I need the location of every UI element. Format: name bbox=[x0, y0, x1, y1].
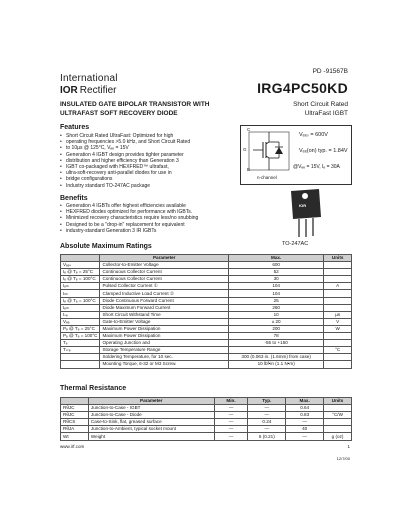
table-cell bbox=[324, 361, 352, 368]
table-cell: RθJC bbox=[61, 405, 89, 412]
table-row bbox=[61, 297, 352, 304]
table-cell: — bbox=[214, 405, 248, 412]
table-cell: 600 bbox=[228, 262, 323, 269]
table-cell: Vₑₑₛ bbox=[61, 262, 100, 269]
table-cell bbox=[324, 262, 352, 269]
package-image bbox=[285, 187, 325, 239]
table-cell: Wt bbox=[61, 433, 89, 440]
table-cell bbox=[324, 304, 352, 311]
table-row bbox=[61, 405, 352, 412]
list-item: • ultra-soft-recovery anti-parallel diodes for use in bbox=[60, 170, 240, 176]
list-item: • Minimized recovery characteristics require less/no snubbing bbox=[60, 215, 240, 221]
footer-date: 12/7/00 bbox=[336, 456, 350, 461]
list-item: • bridge configurations bbox=[60, 176, 240, 182]
table-cell: 30 bbox=[228, 276, 323, 283]
table-cell: Iₑₘ bbox=[61, 283, 100, 290]
table-cell: Tₛₜₑ bbox=[61, 347, 100, 354]
table-cell: 78 bbox=[228, 333, 323, 340]
table-cell: W bbox=[324, 325, 352, 332]
table-cell bbox=[324, 405, 352, 412]
table-cell: -55 to +150 bbox=[228, 340, 323, 347]
table-header-cell: Typ. bbox=[248, 398, 286, 405]
table-header-cell bbox=[61, 398, 89, 405]
table-cell: Maximum Power Dissipation bbox=[100, 333, 228, 340]
footer-url: www.irf.com bbox=[60, 444, 85, 449]
table-row bbox=[61, 333, 352, 340]
table-header-cell: Units bbox=[324, 398, 352, 405]
benefits-title: Benefits bbox=[60, 195, 88, 202]
table-cell: Junction-to-Ambient, typical socket mount bbox=[88, 426, 214, 433]
table-cell bbox=[324, 340, 352, 347]
emitter-label: E bbox=[247, 167, 251, 172]
logo-rectifier-text: Rectifier bbox=[79, 85, 117, 96]
thermal-title: Thermal Resistance bbox=[60, 385, 127, 392]
table-cell bbox=[61, 361, 100, 368]
table-cell: 0.24 bbox=[248, 419, 286, 426]
table-cell: — bbox=[214, 426, 248, 433]
table-row bbox=[61, 412, 352, 419]
table-cell: A bbox=[324, 283, 352, 290]
table-row bbox=[61, 290, 352, 297]
table-cell: Pₑ @ Tₑ = 100°C bbox=[61, 333, 100, 340]
table-cell: °C/W bbox=[324, 412, 352, 419]
table-cell bbox=[324, 269, 352, 276]
table-cell: Diode Continuous Forward Current bbox=[100, 297, 228, 304]
table-cell bbox=[324, 419, 352, 426]
table-cell: Clamped Inductive Load Current ② bbox=[100, 290, 228, 297]
list-item: • Generation 4 IGBTs offer highest efficiencies available bbox=[60, 203, 240, 209]
table-row bbox=[61, 311, 352, 318]
abs-max-title: Absolute Maximum Ratings bbox=[60, 243, 152, 250]
table-cell: Collector-to-Emitter Voltage bbox=[100, 262, 228, 269]
table-cell: Tₑ bbox=[61, 340, 100, 347]
table-row bbox=[61, 354, 352, 361]
table-cell: 25 bbox=[228, 297, 323, 304]
table-cell bbox=[61, 354, 100, 361]
table-row bbox=[61, 304, 352, 311]
table-cell: — bbox=[248, 426, 286, 433]
table-cell: Mounting Torque, 6-32 or M3 Screw. bbox=[100, 361, 228, 368]
table-cell: — bbox=[248, 405, 286, 412]
table-row bbox=[61, 283, 352, 290]
table-row bbox=[61, 347, 352, 354]
logo-line-rectifier bbox=[60, 85, 116, 96]
footer-page-number: 1 bbox=[347, 444, 350, 449]
collector-label: C bbox=[247, 127, 251, 132]
list-item: • distribution and higher efficiency than Generation 3 bbox=[60, 158, 240, 164]
table-row bbox=[61, 262, 352, 269]
table-row bbox=[61, 340, 352, 347]
table-cell: V bbox=[324, 318, 352, 325]
table-row bbox=[61, 361, 352, 368]
table-cell: — bbox=[286, 419, 324, 426]
table-cell bbox=[324, 290, 352, 297]
table-cell: Maximum Power Dissipation bbox=[100, 325, 228, 332]
table-cell: Storage Temperature Range bbox=[100, 347, 228, 354]
table-cell: — bbox=[248, 412, 286, 419]
table-cell: g (oz) bbox=[324, 433, 352, 440]
table-cell: Operating Junction and bbox=[100, 340, 228, 347]
package-label: TO-247AC bbox=[282, 241, 309, 247]
table-header-cell: Parameter bbox=[100, 255, 228, 262]
table-cell bbox=[324, 426, 352, 433]
table-cell: Soldering Temperature, for 10 sec. bbox=[100, 354, 228, 361]
table-header-cell: Min. bbox=[214, 398, 248, 405]
table-cell: tₛₑ bbox=[61, 311, 100, 318]
table-cell: — bbox=[214, 412, 248, 419]
vces-spec: Vₑₑₛ = 600V bbox=[299, 132, 328, 138]
table-header-cell: Max. bbox=[286, 398, 324, 405]
rating-line-1: Short Circuit Rated bbox=[293, 101, 348, 108]
table-cell bbox=[324, 276, 352, 283]
table-cell: Junction-to-Case - Diode bbox=[88, 412, 214, 419]
symbol-spec-box bbox=[240, 125, 352, 185]
table-cell: Continuous Collector Current bbox=[100, 276, 228, 283]
features-list bbox=[60, 133, 240, 189]
table-row bbox=[61, 433, 352, 440]
table-cell: Continuous Collector Current bbox=[100, 269, 228, 276]
test-condition-spec: @Vₑₑ = 15V, Iₑ = 30A bbox=[293, 164, 340, 170]
table-cell: Gate-to-Emitter Voltage bbox=[100, 318, 228, 325]
table-cell: ± 20 bbox=[228, 318, 323, 325]
features-title: Features bbox=[60, 124, 90, 131]
subtitle-line-1: INSULATED GATE BIPOLAR TRANSISTOR WITH bbox=[60, 101, 210, 108]
table-cell: RθJC bbox=[61, 412, 89, 419]
benefits-list bbox=[60, 203, 240, 234]
table-cell: Vₑₑ bbox=[61, 318, 100, 325]
list-item: • HEXFRED diodes optimized for performance with IGBTs. bbox=[60, 209, 240, 215]
table-cell: — bbox=[286, 433, 324, 440]
table-cell bbox=[324, 354, 352, 361]
table-cell: Iₗₘ bbox=[61, 290, 100, 297]
list-item: • Industry standard TO-247AC package bbox=[60, 183, 240, 189]
table-row bbox=[61, 276, 352, 283]
table-cell: 10 lbf•in (1.1 N•m) bbox=[228, 361, 323, 368]
table-header-cell bbox=[61, 255, 100, 262]
part-number: IRG4PC50KD bbox=[257, 80, 348, 96]
table-row bbox=[61, 325, 352, 332]
table-cell: Diode Maximum Forward Current bbox=[100, 304, 228, 311]
abs-max-table bbox=[60, 254, 352, 369]
gate-label: G bbox=[243, 147, 247, 152]
table-cell: RθJA bbox=[61, 426, 89, 433]
table-cell: Case-to-Sink, flat, greased surface bbox=[88, 419, 214, 426]
vce-on-spec: Vₑₑ(on) typ. = 1.84V bbox=[299, 148, 348, 154]
table-cell: 52 bbox=[228, 269, 323, 276]
table-cell: Pₑ @ Tₑ = 25°C bbox=[61, 325, 100, 332]
table-header-cell: Parameter bbox=[88, 398, 214, 405]
table-cell: °C bbox=[324, 347, 352, 354]
logo-line-international: International bbox=[60, 73, 118, 84]
table-cell: RθCS bbox=[61, 419, 89, 426]
table-cell: — bbox=[214, 419, 248, 426]
table-cell bbox=[228, 347, 323, 354]
thermal-table bbox=[60, 397, 352, 441]
table-cell: 260 bbox=[228, 304, 323, 311]
table-row bbox=[61, 269, 352, 276]
to247-package-icon bbox=[285, 187, 325, 239]
subtitle-line-2: ULTRAFAST SOFT RECOVERY DIODE bbox=[60, 110, 178, 117]
table-cell: 40 bbox=[286, 426, 324, 433]
table-cell: — bbox=[214, 433, 248, 440]
table-cell: Junction-to-Case - IGBT bbox=[88, 405, 214, 412]
list-item: • IGBT co-packaged with HEXFRED™ ultrafast, bbox=[60, 164, 240, 170]
table-cell: 0.64 bbox=[286, 405, 324, 412]
list-item: • operating frequencies >5.0 kHz, and Short Circuit Rated bbox=[60, 139, 240, 145]
table-cell: Short Circuit Withstand Time bbox=[100, 311, 228, 318]
table-cell: 104 bbox=[228, 290, 323, 297]
igbt-symbol-icon bbox=[245, 128, 295, 178]
table-cell: Iₑ @ Tₑ = 25°C bbox=[61, 269, 100, 276]
pd-number: PD -91567B bbox=[312, 68, 348, 75]
list-item: • to 10µs @ 125°C, Vₑₑ = 15V bbox=[60, 145, 240, 151]
rating-line-2: UltraFast IGBT bbox=[304, 110, 348, 117]
table-cell: 200 bbox=[228, 325, 323, 332]
table-row bbox=[61, 419, 352, 426]
list-item: • industry-standard Generation 3 IR IGBTs bbox=[60, 228, 240, 234]
table-header-cell: Units bbox=[324, 255, 352, 262]
table-cell: Iₑ @ Tₑ = 100°C bbox=[61, 276, 100, 283]
table-row bbox=[61, 318, 352, 325]
table-cell: Pulsed Collector Current ① bbox=[100, 283, 228, 290]
table-cell: 6 (0.21) bbox=[248, 433, 286, 440]
package-chip-text: IOR bbox=[299, 203, 307, 208]
list-item: • Short Circuit Rated UltraFast: Optimized for high bbox=[60, 133, 240, 139]
table-cell: 0.83 bbox=[286, 412, 324, 419]
table-cell: 300 (0.063 in. (1.6mm) from case) bbox=[228, 354, 323, 361]
table-cell: Iₑ @ Tₑ = 100°C bbox=[61, 297, 100, 304]
list-item: • Designed to be a "drop-in" replacement for equivalent bbox=[60, 222, 240, 228]
table-cell: µs bbox=[324, 311, 352, 318]
table-cell: Weight bbox=[88, 433, 214, 440]
ior-logo: IOR bbox=[60, 85, 78, 96]
table-cell bbox=[324, 333, 352, 340]
table-header-cell: Max. bbox=[228, 255, 323, 262]
table-cell: 10 bbox=[228, 311, 323, 318]
n-channel-label: n-channel bbox=[257, 175, 277, 180]
table-row bbox=[61, 426, 352, 433]
table-cell: 104 bbox=[228, 283, 323, 290]
list-item: • Generation 4 IGBT design provides tighter parameter bbox=[60, 152, 240, 158]
table-cell: Iₑₘ bbox=[61, 304, 100, 311]
table-cell bbox=[324, 297, 352, 304]
